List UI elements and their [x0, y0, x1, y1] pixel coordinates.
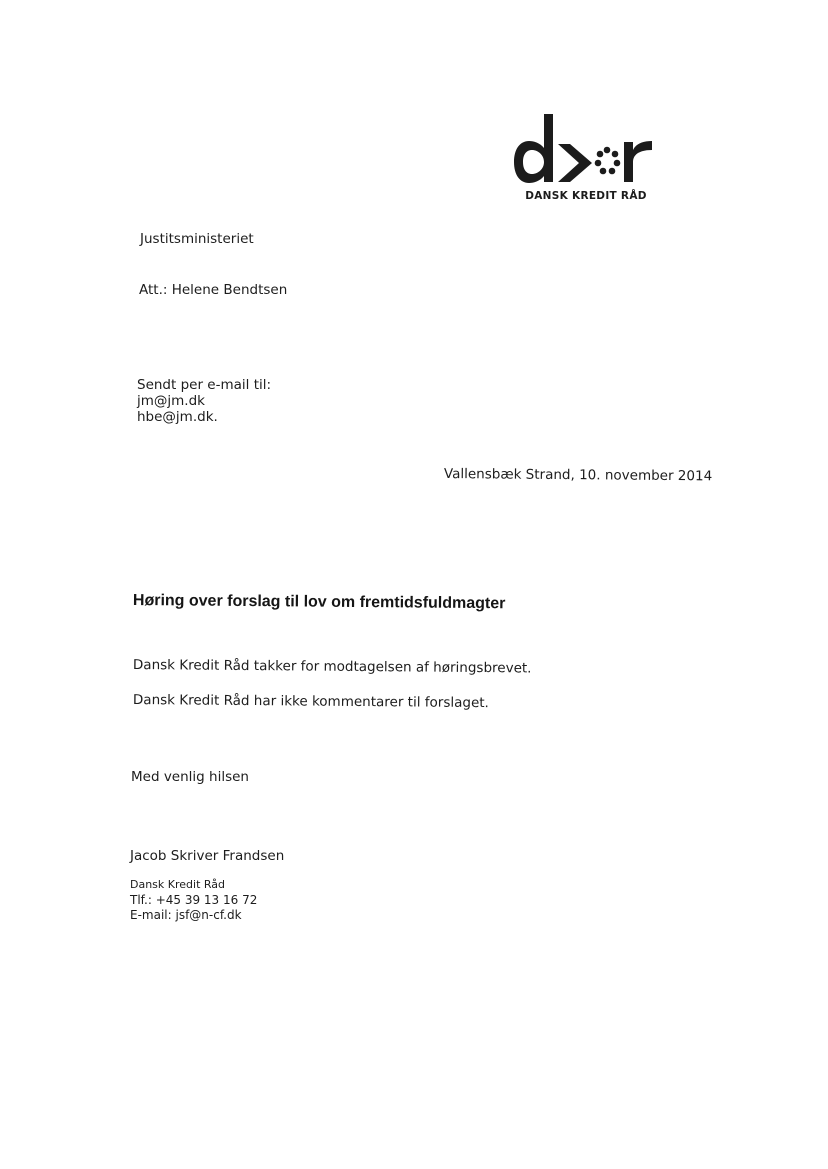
- sent-by-block: [137, 377, 271, 425]
- sent-by-email-2: hbe@jm.dk.: [137, 409, 218, 425]
- signature-email: E-mail: jsf@n-cf.dk: [130, 908, 242, 922]
- signature-organisation: Dansk Kredit Råd: [130, 878, 226, 891]
- signature-phone: Tlf.: +45 39 13 16 72: [130, 893, 258, 907]
- body-paragraph-2: Dansk Kredit Råd har ikke kommentarer til forslaget.: [132, 692, 489, 712]
- recipient-attention: Att.: Helene Bendtsen: [139, 282, 288, 298]
- closing-greeting: Med venlig hilsen: [131, 769, 249, 785]
- logo-name: DANSK KREDIT RÅD: [525, 190, 647, 202]
- place-date: Vallensbæk Strand, 10. november 2014: [443, 466, 713, 485]
- sent-by-email-1: jm@jm.dk: [137, 393, 205, 409]
- dkr-logo-mark: [512, 112, 660, 188]
- signature-name: Jacob Skriver Frandsen: [130, 848, 285, 864]
- body-paragraph-1: Dansk Kredit Råd takker for modtagelsen af høringsbrevet.: [132, 657, 532, 677]
- dkr-logo: [512, 112, 660, 204]
- recipient-organisation: Justitsministeriet: [140, 231, 254, 247]
- subject-heading: Høring over forslag til lov om fremtidsfuldmagter: [132, 592, 506, 613]
- sent-by-label: Sendt per e-mail til:: [137, 377, 272, 393]
